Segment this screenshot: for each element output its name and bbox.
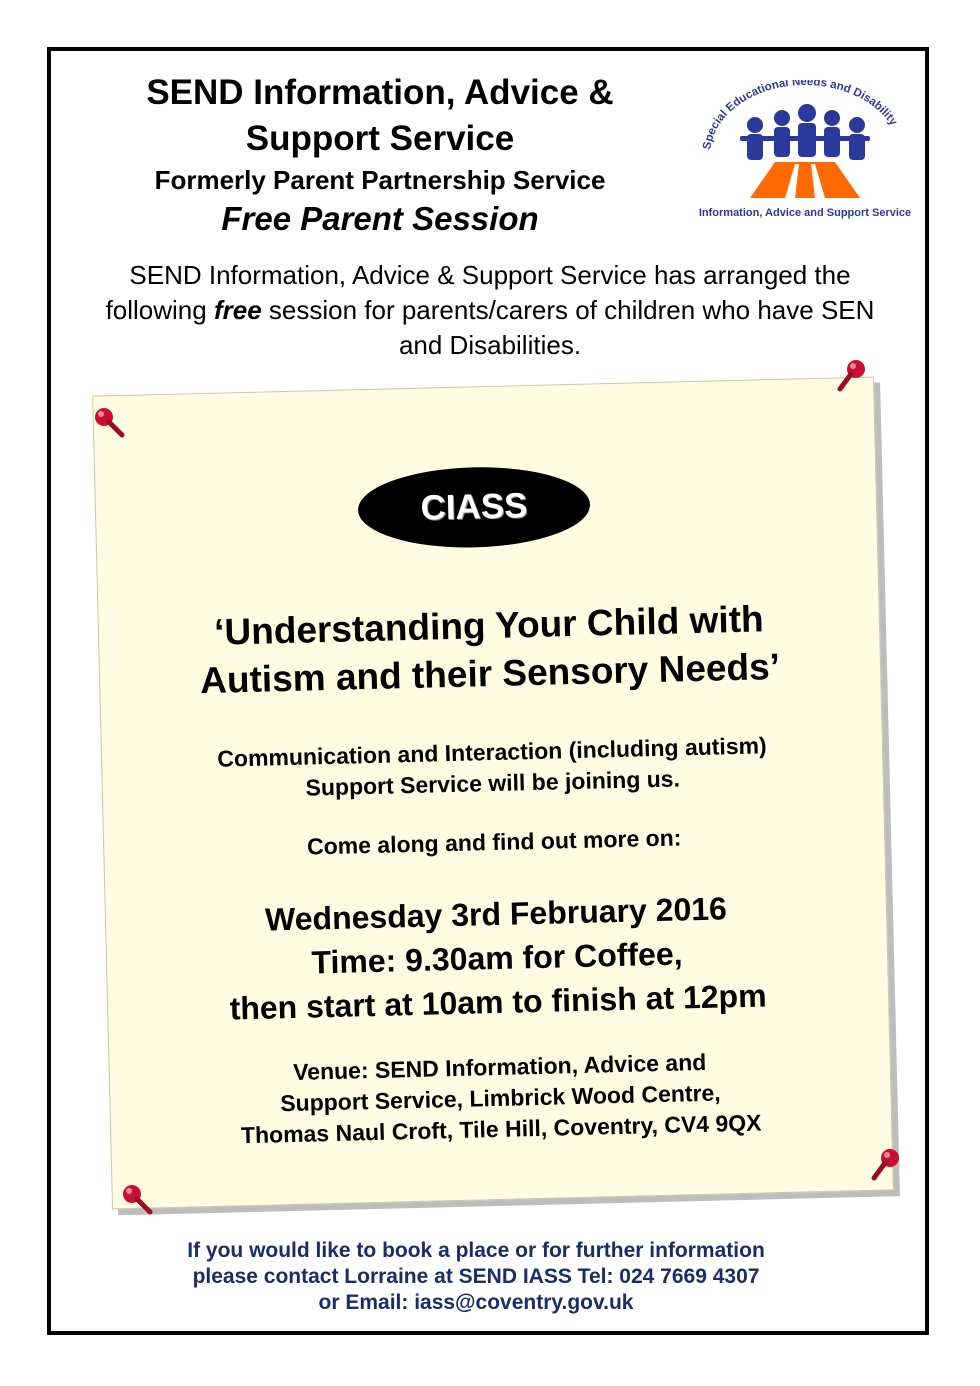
intro-free-emphasis: free	[213, 295, 262, 325]
intro-text-before: SEND Information, Advice & Support Service has arranged the following	[105, 260, 851, 325]
event-time-line-1: Time: 9.30am for Coffee,	[311, 935, 683, 981]
pushpin-icon	[92, 405, 128, 441]
headline-line-2: Autism and their Sensory Needs’	[199, 645, 781, 702]
people-chain-icon	[740, 104, 870, 160]
notice-card	[92, 377, 894, 1210]
date-time-block	[126, 883, 869, 1033]
header	[80, 70, 680, 240]
logo-bottom-text: Information, Advice and Support Service	[698, 207, 912, 219]
venue-block	[149, 1043, 851, 1153]
event-date: Wednesday 3rd February 2016	[264, 890, 728, 938]
venue-line-1: Venue: SEND Information, Advice and	[292, 1048, 707, 1085]
send-logo	[695, 80, 915, 230]
intro-paragraph	[90, 258, 890, 363]
come-along-text: Come along and find out more on:	[306, 824, 682, 860]
communication-note	[142, 728, 843, 807]
venue-line-2: Support Service, Limbrick Wood Centre,	[279, 1079, 721, 1117]
headline-line-1: ‘Understanding Your Child with	[213, 598, 765, 653]
contact-footer	[100, 1238, 852, 1316]
free-session-heading: Free Parent Session	[221, 200, 539, 237]
footer-line-1: If you would like to book a place or for further information	[187, 1239, 765, 1262]
pushpin-icon	[834, 357, 870, 393]
title-line-2: Support Service	[245, 119, 515, 158]
pushpin-icon	[868, 1146, 904, 1182]
event-time-line-2: then start at 10am to finish at 12pm	[229, 977, 767, 1027]
footer-line-2: please contact Lorraine at SEND IASS Tel: 024 7669 4307	[192, 1265, 760, 1288]
ciass-badge: CIASS	[357, 465, 591, 551]
intro-text-after: session for parents/carers of children who have SEN and Disabilities.	[261, 295, 875, 360]
pushpin-icon	[120, 1182, 156, 1218]
venue-line-3: Thomas Naul Croft, Tile Hill, Coventry, CV4 9QX	[240, 1109, 762, 1149]
logo-graphic	[695, 80, 915, 230]
title-line-1: SEND Information, Advice &	[146, 73, 614, 112]
footer-line-3: or Email: iass@coventry.gov.uk	[318, 1291, 634, 1314]
session-headline	[128, 593, 850, 707]
comm-line-2: Support Service will be joining us.	[305, 765, 681, 801]
logo-arc-text: Special Educational Needs and Disability	[701, 80, 900, 151]
comm-line-1: Communication and Interaction (including autism)	[217, 732, 767, 772]
formerly-subtitle: Formerly Parent Partnership Service	[154, 165, 606, 195]
